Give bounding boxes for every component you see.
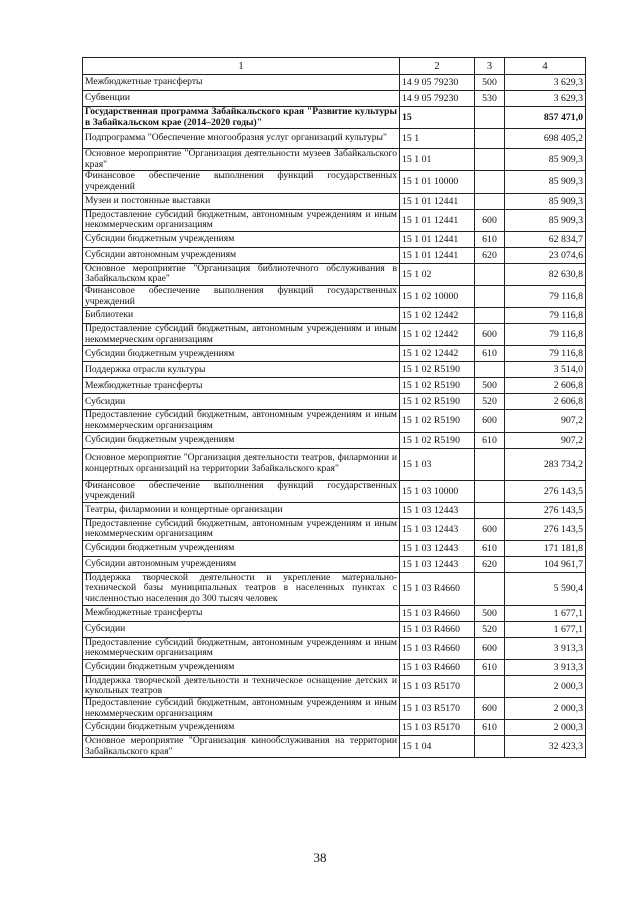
row-code: 15 1 02 10000 — [400, 285, 475, 307]
row-code: 15 1 02 12442 — [400, 346, 475, 362]
row-code: 15 1 03 R5170 — [400, 720, 475, 736]
row-name: Поддержка отрасли культуры — [83, 362, 400, 378]
row-name: Финансовое обеспечение выполнения функций государственных учреждений — [83, 171, 400, 193]
table-row — [83, 362, 586, 378]
row-code: 14 9 05 79230 — [400, 75, 475, 91]
row-name: Финансовое обеспечение выполнения функций государственных учреждений — [83, 285, 400, 307]
table-row — [83, 572, 586, 605]
row-name: Подпрограмма "Обеспечение многообразия услуг организаций культуры" — [83, 129, 400, 149]
row-kvr: 610 — [475, 540, 505, 556]
row-kvr: 500 — [475, 378, 505, 394]
row-amount: 283 734,2 — [505, 448, 586, 480]
table-row — [83, 736, 586, 758]
row-kvr: 600 — [475, 410, 505, 432]
row-code: 15 1 02 R5190 — [400, 410, 475, 432]
row-name: Основное мероприятие "Организация деятельности театров, филармонии и концертных организаций на территории Забайкальского края" — [83, 448, 400, 480]
row-kvr — [475, 149, 505, 171]
table-row — [83, 659, 586, 675]
row-code: 15 1 03 R5170 — [400, 698, 475, 720]
row-amount: 857 471,0 — [505, 107, 586, 129]
row-amount: 1 677,1 — [505, 621, 586, 637]
row-code: 15 1 04 — [400, 736, 475, 758]
table-row — [83, 410, 586, 432]
row-kvr — [475, 193, 505, 209]
row-name: Субвенции — [83, 91, 400, 107]
row-code: 15 1 01 12441 — [400, 209, 475, 231]
row-name: Поддержка творческой деятельности и укрепление материально-технической базы муниципальных театров в населенных пунктах с численностью населения до 300 тысяч человек — [83, 572, 400, 605]
row-name: Субсидии — [83, 394, 400, 410]
table-row — [83, 149, 586, 171]
row-kvr: 600 — [475, 698, 505, 720]
row-amount: 171 181,8 — [505, 540, 586, 556]
row-amount: 907,2 — [505, 432, 586, 448]
table-row — [83, 263, 586, 285]
table-row — [83, 502, 586, 518]
row-kvr — [475, 572, 505, 605]
header-col-3: 3 — [475, 58, 505, 75]
row-kvr: 600 — [475, 209, 505, 231]
table-row — [83, 675, 586, 697]
row-amount: 104 961,7 — [505, 556, 586, 572]
row-kvr: 610 — [475, 720, 505, 736]
table-row — [83, 231, 586, 247]
row-name: Предоставление субсидий бюджетным, автономным учреждениям и иным некоммерческим организациям — [83, 209, 400, 231]
row-code: 15 1 02 R5190 — [400, 378, 475, 394]
row-amount: 1 677,1 — [505, 605, 586, 621]
row-code: 15 1 03 12443 — [400, 518, 475, 540]
row-amount: 3 913,3 — [505, 659, 586, 675]
row-amount: 2 606,8 — [505, 394, 586, 410]
row-name: Театры, филармонии и концертные организации — [83, 502, 400, 518]
page-number: 38 — [313, 850, 327, 865]
row-amount: 2 000,3 — [505, 720, 586, 736]
row-name: Субсидии бюджетным учреждениям — [83, 231, 400, 247]
row-kvr: 620 — [475, 247, 505, 263]
row-amount: 2 000,3 — [505, 675, 586, 697]
table-row — [83, 171, 586, 193]
row-amount: 79 116,8 — [505, 324, 586, 346]
row-code: 15 1 03 R4660 — [400, 659, 475, 675]
row-amount: 3 629,3 — [505, 91, 586, 107]
row-name: Финансовое обеспечение выполнения функций государственных учреждений — [83, 480, 400, 502]
row-amount: 32 423,3 — [505, 736, 586, 758]
table-row — [83, 720, 586, 736]
row-name: Предоставление субсидий бюджетным, автономным учреждениям и иным некоммерческим организациям — [83, 324, 400, 346]
row-code: 15 1 02 12442 — [400, 324, 475, 346]
row-code: 15 1 02 R5190 — [400, 362, 475, 378]
row-code: 15 1 02 R5190 — [400, 394, 475, 410]
row-kvr — [475, 502, 505, 518]
row-name: Основное мероприятие "Организация кинообслуживания на территории Забайкальского края" — [83, 736, 400, 758]
row-code: 15 — [400, 107, 475, 129]
row-code: 15 1 03 R5170 — [400, 675, 475, 697]
table-row — [83, 91, 586, 107]
row-amount: 3 913,3 — [505, 637, 586, 659]
row-amount: 79 116,8 — [505, 285, 586, 307]
row-kvr: 530 — [475, 91, 505, 107]
row-kvr — [475, 480, 505, 502]
row-name: Библиотеки — [83, 308, 400, 324]
header-col-2: 2 — [400, 58, 475, 75]
row-amount: 3 629,3 — [505, 75, 586, 91]
row-name: Межбюджетные трансферты — [83, 75, 400, 91]
row-kvr — [475, 263, 505, 285]
table-row — [83, 247, 586, 263]
row-code: 15 1 02 R5190 — [400, 432, 475, 448]
row-name: Межбюджетные трансферты — [83, 605, 400, 621]
row-kvr: 620 — [475, 556, 505, 572]
row-kvr: 600 — [475, 518, 505, 540]
row-amount: 79 116,8 — [505, 308, 586, 324]
row-kvr — [475, 129, 505, 149]
row-name: Субсидии — [83, 621, 400, 637]
row-kvr: 600 — [475, 324, 505, 346]
row-amount: 82 630,8 — [505, 263, 586, 285]
table-row — [83, 637, 586, 659]
row-name: Государственная программа Забайкальского края "Развитие культуры в Забайкальском крае (2014–2020 годы)" — [83, 107, 400, 129]
table-row — [83, 605, 586, 621]
row-amount: 276 143,5 — [505, 502, 586, 518]
row-code: 15 1 03 R4660 — [400, 572, 475, 605]
row-kvr — [475, 362, 505, 378]
row-name: Основное мероприятие "Организация библиотечного обслуживания в Забайкальском крае" — [83, 263, 400, 285]
row-kvr — [475, 736, 505, 758]
row-code: 15 1 02 12442 — [400, 308, 475, 324]
row-amount: 85 909,3 — [505, 171, 586, 193]
table-row — [83, 346, 586, 362]
row-name: Субсидии автономным учреждениям — [83, 247, 400, 263]
table-row — [83, 308, 586, 324]
row-amount: 85 909,3 — [505, 209, 586, 231]
row-name: Межбюджетные трансферты — [83, 378, 400, 394]
row-code: 14 9 05 79230 — [400, 91, 475, 107]
row-name: Поддержка творческой деятельности и техническое оснащение детских и кукольных театров — [83, 675, 400, 697]
row-amount: 62 834,7 — [505, 231, 586, 247]
table-row — [83, 285, 586, 307]
row-name: Субсидии бюджетным учреждениям — [83, 346, 400, 362]
row-amount: 907,2 — [505, 410, 586, 432]
header-col-1: 1 — [83, 58, 400, 75]
table-row — [83, 518, 586, 540]
row-kvr: 500 — [475, 75, 505, 91]
budget-table — [82, 57, 586, 758]
table-row — [83, 129, 586, 149]
row-kvr: 610 — [475, 231, 505, 247]
row-code: 15 1 03 R4660 — [400, 605, 475, 621]
row-kvr: 610 — [475, 659, 505, 675]
row-kvr: 500 — [475, 605, 505, 621]
row-kvr: 520 — [475, 621, 505, 637]
table-row — [83, 107, 586, 129]
row-name: Предоставление субсидий бюджетным, автономным учреждениям и иным некоммерческим организациям — [83, 410, 400, 432]
row-name: Музеи и постоянные выставки — [83, 193, 400, 209]
table-header-row — [83, 58, 586, 75]
row-name: Субсидии бюджетным учреждениям — [83, 720, 400, 736]
row-amount: 23 074,6 — [505, 247, 586, 263]
row-amount: 79 116,8 — [505, 346, 586, 362]
table-row — [83, 324, 586, 346]
table-row — [83, 394, 586, 410]
row-name: Предоставление субсидий бюджетным, автономным учреждениям и иным некоммерческим организациям — [83, 637, 400, 659]
row-kvr — [475, 308, 505, 324]
table-row — [83, 75, 586, 91]
row-code: 15 1 03 12443 — [400, 540, 475, 556]
table-row — [83, 193, 586, 209]
row-code: 15 1 03 — [400, 448, 475, 480]
table-row — [83, 378, 586, 394]
row-kvr — [475, 171, 505, 193]
header-col-4: 4 — [505, 58, 586, 75]
row-kvr — [475, 448, 505, 480]
row-kvr — [475, 675, 505, 697]
row-kvr: 520 — [475, 394, 505, 410]
table-body — [83, 75, 586, 758]
row-code: 15 1 01 12441 — [400, 247, 475, 263]
row-kvr — [475, 107, 505, 129]
table-row — [83, 621, 586, 637]
row-name: Субсидии автономным учреждениям — [83, 556, 400, 572]
row-name: Субсидии бюджетным учреждениям — [83, 540, 400, 556]
table-row — [83, 209, 586, 231]
row-code: 15 1 01 10000 — [400, 171, 475, 193]
row-amount: 5 590,4 — [505, 572, 586, 605]
row-amount: 85 909,3 — [505, 193, 586, 209]
table-row — [83, 448, 586, 480]
table-row — [83, 556, 586, 572]
row-kvr: 600 — [475, 637, 505, 659]
row-amount: 698 405,2 — [505, 129, 586, 149]
row-amount: 276 143,5 — [505, 480, 586, 502]
row-amount: 2 606,8 — [505, 378, 586, 394]
row-code: 15 1 — [400, 129, 475, 149]
row-kvr: 610 — [475, 346, 505, 362]
row-code: 15 1 01 12441 — [400, 193, 475, 209]
row-amount: 276 143,5 — [505, 518, 586, 540]
row-name: Основное мероприятие "Организация деятельности музеев Забайкальского края" — [83, 149, 400, 171]
table-row — [83, 698, 586, 720]
row-amount: 3 514,0 — [505, 362, 586, 378]
row-name: Субсидии бюджетным учреждениям — [83, 659, 400, 675]
row-name: Предоставление субсидий бюджетным, автономным учреждениям и иным некоммерческим организациям — [83, 698, 400, 720]
row-name: Предоставление субсидий бюджетным, автономным учреждениям и иным некоммерческим организациям — [83, 518, 400, 540]
table-row — [83, 432, 586, 448]
row-code: 15 1 03 R4660 — [400, 621, 475, 637]
row-code: 15 1 01 — [400, 149, 475, 171]
row-code: 15 1 03 12443 — [400, 502, 475, 518]
row-kvr — [475, 285, 505, 307]
row-amount: 2 000,3 — [505, 698, 586, 720]
row-kvr: 610 — [475, 432, 505, 448]
row-amount: 85 909,3 — [505, 149, 586, 171]
table-row — [83, 480, 586, 502]
row-code: 15 1 03 10000 — [400, 480, 475, 502]
row-code: 15 1 03 R4660 — [400, 637, 475, 659]
row-code: 15 1 02 — [400, 263, 475, 285]
row-name: Субсидии бюджетным учреждениям — [83, 432, 400, 448]
table-row — [83, 540, 586, 556]
row-code: 15 1 03 12443 — [400, 556, 475, 572]
row-code: 15 1 01 12441 — [400, 231, 475, 247]
